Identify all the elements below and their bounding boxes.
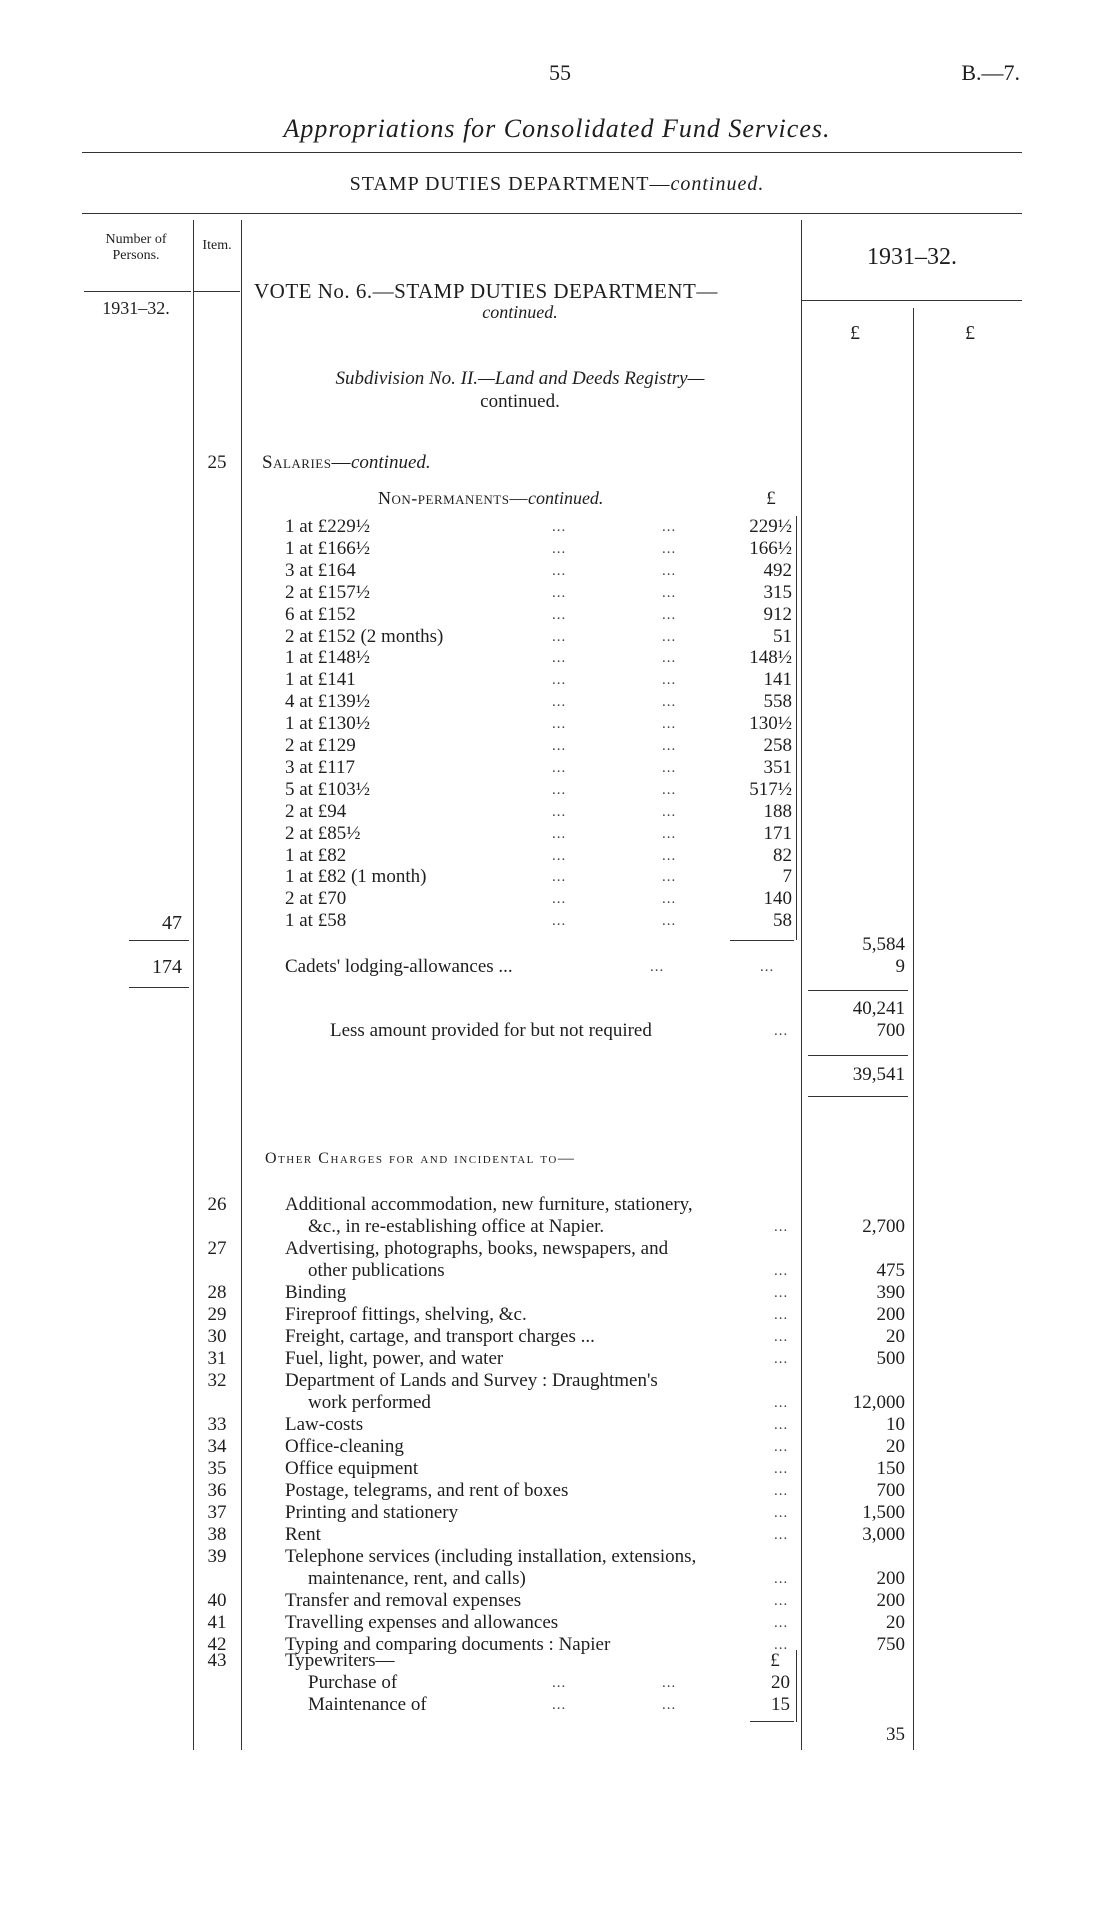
charge-description: Fireproof fittings, shelving, &c. xyxy=(285,1304,527,1325)
charge-description: Office equipment xyxy=(285,1458,419,1479)
charge-amount: 700 xyxy=(876,1480,905,1501)
salary-row-label: 1 at £58 xyxy=(285,910,347,931)
charge-amount: 10 xyxy=(886,1414,905,1435)
charge-item-number: 38 xyxy=(207,1524,227,1545)
salary-row-label: 2 at £157½ xyxy=(285,582,370,603)
charge-description: Department of Lands and Survey : Draughtmen's xyxy=(285,1370,658,1391)
persons-total: 174 xyxy=(152,956,182,978)
maintenance-dots-2: ... xyxy=(662,1697,677,1713)
less-label: Less amount provided for but not required xyxy=(330,1020,652,1041)
salary-row-amount: 148½ xyxy=(749,647,792,668)
pound-col-1: £ xyxy=(850,322,860,344)
leader-dots: ... xyxy=(662,826,677,842)
salary-row-label: 6 at £152 xyxy=(285,604,356,625)
leader-dots: ... xyxy=(552,913,567,929)
leader-dots: ... xyxy=(552,607,567,623)
salary-row-amount: 229½ xyxy=(749,516,792,537)
non-permanents-heading xyxy=(378,488,603,509)
charge-amount: 500 xyxy=(876,1348,905,1369)
leader-dots: ... xyxy=(552,541,567,557)
charge-amount: 20 xyxy=(886,1436,905,1457)
leader-dots: ... xyxy=(774,1505,789,1521)
salary-row-amount: 258 xyxy=(763,735,792,756)
leader-dots: ... xyxy=(662,716,677,732)
pound-col-2: £ xyxy=(965,322,975,344)
leader-dots: ... xyxy=(662,650,677,666)
charge-item-number: 34 xyxy=(207,1436,227,1457)
typewriters-amount: 35 xyxy=(886,1724,905,1745)
charge-amount: 475 xyxy=(876,1260,905,1281)
leader-dots: ... xyxy=(774,1351,789,1367)
header-number-of-persons: Number of Persons. xyxy=(105,232,167,263)
less-dots: ... xyxy=(774,1023,789,1039)
table-top-rule xyxy=(82,213,1022,214)
salary-row-amount: 315 xyxy=(763,582,792,603)
charge-item-number: 35 xyxy=(207,1458,227,1479)
leader-dots: ... xyxy=(552,629,567,645)
charge-amount: 20 xyxy=(886,1612,905,1633)
charge-description: Freight, cartage, and transport charges ... xyxy=(285,1326,595,1347)
typewriters-maintenance: Maintenance of xyxy=(308,1694,427,1715)
charge-description: Rent xyxy=(285,1524,321,1545)
charge-amount: 390 xyxy=(876,1282,905,1303)
charge-item-number: 39 xyxy=(207,1546,227,1567)
leader-dots: ... xyxy=(662,913,677,929)
charge-amount: 200 xyxy=(876,1304,905,1325)
charge-amount: 200 xyxy=(876,1590,905,1611)
charge-amount: 750 xyxy=(876,1634,905,1655)
leader-dots: ... xyxy=(552,694,567,710)
salary-row-label: 5 at £103½ xyxy=(285,779,370,800)
salary-row-amount: 188 xyxy=(763,801,792,822)
subdivision-cont: continued. xyxy=(480,391,560,412)
leader-dots: ... xyxy=(552,563,567,579)
non-permanents-cont: continued. xyxy=(527,488,604,508)
salary-row-label: 1 at £229½ xyxy=(285,516,370,537)
salary-row-amount: 130½ xyxy=(749,713,792,734)
salary-row-amount: 141 xyxy=(763,669,792,690)
leader-dots: ... xyxy=(662,760,677,776)
persons-rule xyxy=(129,940,189,941)
salary-row-label: 2 at £94 xyxy=(285,801,347,822)
leader-dots: ... xyxy=(552,826,567,842)
leader-dots: ... xyxy=(552,760,567,776)
charge-item-number: 31 xyxy=(207,1348,227,1369)
charge-description: Additional accommodation, new furniture, stationery, xyxy=(285,1194,693,1215)
salary-row-amount: 517½ xyxy=(749,779,792,800)
salary-row-amount: 492 xyxy=(763,560,792,581)
charge-description: maintenance, rent, and calls) xyxy=(308,1568,526,1589)
charge-amount: 3,000 xyxy=(862,1524,905,1545)
charge-item-number: 30 xyxy=(207,1326,227,1347)
charge-description: &c., in re-establishing office at Napier. xyxy=(308,1216,605,1237)
year-header-rule xyxy=(802,300,1022,301)
leader-dots: ... xyxy=(552,869,567,885)
cadets-amount: 9 xyxy=(895,956,905,977)
leader-dots: ... xyxy=(774,1615,789,1631)
leader-dots: ... xyxy=(552,519,567,535)
salary-row-label: 2 at £152 (2 months) xyxy=(285,626,444,647)
leader-dots: ... xyxy=(662,848,677,864)
charge-description: Travelling expenses and allowances xyxy=(285,1612,559,1633)
salary-row-amount: 171 xyxy=(763,823,792,844)
gross-total: 40,241 xyxy=(852,998,905,1019)
leader-dots: ... xyxy=(662,541,677,557)
department-heading xyxy=(0,173,1114,196)
leader-dots: ... xyxy=(552,782,567,798)
leader-dots: ... xyxy=(774,1417,789,1433)
salary-row-amount: 351 xyxy=(763,757,792,778)
charge-item-number: 33 xyxy=(207,1414,227,1435)
leader-dots: ... xyxy=(662,672,677,688)
salary-row-label: 2 at £70 xyxy=(285,888,347,909)
typewriters-purchase: Purchase of xyxy=(308,1672,398,1693)
vote-cont: continued. xyxy=(482,302,558,322)
salaries-heading xyxy=(262,452,431,474)
charge-description: Postage, telegrams, and rent of boxes xyxy=(285,1480,569,1501)
header-year-right: 1931–32. xyxy=(867,244,957,270)
persons-total-rule xyxy=(129,987,189,988)
charge-item-number: 26 xyxy=(207,1194,227,1215)
salary-row-label: 1 at £148½ xyxy=(285,647,370,668)
nonperm-pound: £ xyxy=(766,488,776,509)
other-charges-heading: Other Charges for and incidental to— xyxy=(265,1150,576,1167)
charge-item-number: 41 xyxy=(207,1612,227,1633)
col-rule-amount xyxy=(913,308,914,1750)
salary-row-label: 4 at £139½ xyxy=(285,691,370,712)
purchase-dots-2: ... xyxy=(662,1675,677,1691)
leader-dots: ... xyxy=(662,782,677,798)
subdivision-title: Subdivision No. II.—Land and Deeds Registry— xyxy=(335,368,705,389)
charge-description: other publications xyxy=(308,1260,445,1281)
leader-dots: ... xyxy=(774,1571,789,1587)
typewriters-inner-rule xyxy=(796,1650,797,1722)
salary-row-amount: 558 xyxy=(763,691,792,712)
charge-amount: 2,700 xyxy=(862,1216,905,1237)
leader-dots: ... xyxy=(774,1263,789,1279)
charge-description: Binding xyxy=(285,1282,347,1303)
leader-dots: ... xyxy=(552,804,567,820)
charge-description: Advertising, photographs, books, newspapers, and xyxy=(285,1238,669,1259)
salary-row-label: 2 at £129 xyxy=(285,735,356,756)
leader-dots: ... xyxy=(662,519,677,535)
leader-dots: ... xyxy=(662,629,677,645)
charge-description: Fuel, light, power, and water xyxy=(285,1348,504,1369)
leader-dots: ... xyxy=(662,585,677,601)
salary-row-label: 1 at £141 xyxy=(285,669,356,690)
less-amount: 700 xyxy=(876,1020,905,1041)
charge-description: Office-cleaning xyxy=(285,1436,404,1457)
salary-row-label: 3 at £164 xyxy=(285,560,356,581)
document-code: B.—7. xyxy=(961,60,1020,85)
charge-item-number: 36 xyxy=(207,1480,227,1501)
salaries-cont: continued. xyxy=(350,452,431,473)
charge-item-number: 42 xyxy=(207,1634,227,1655)
typewriters-pound: £ xyxy=(770,1650,780,1671)
charge-item-number: 40 xyxy=(207,1590,227,1611)
typewriters-maintenance-amount: 15 xyxy=(771,1694,790,1715)
salary-row-amount: 58 xyxy=(773,910,792,931)
leader-dots: ... xyxy=(774,1593,789,1609)
cadets-dots: ... xyxy=(650,959,665,975)
leader-dots: ... xyxy=(774,1307,789,1323)
leader-dots: ... xyxy=(662,607,677,623)
salary-inner-rule xyxy=(796,516,797,940)
col-rule-desc xyxy=(801,220,802,1750)
leader-dots: ... xyxy=(552,738,567,754)
leader-dots: ... xyxy=(552,585,567,601)
leader-dots: ... xyxy=(552,891,567,907)
charge-description: Typing and comparing documents : Napier xyxy=(285,1634,611,1655)
charge-item-number: 37 xyxy=(207,1502,227,1523)
item-number: 25 xyxy=(207,452,227,473)
leader-dots: ... xyxy=(552,848,567,864)
persons-count: 47 xyxy=(162,912,182,934)
charge-item-number: 28 xyxy=(207,1282,227,1303)
purchase-dots: ... xyxy=(552,1675,567,1691)
net-total: 39,541 xyxy=(852,1064,905,1085)
col-rule-item xyxy=(241,220,242,1750)
salary-row-amount: 140 xyxy=(763,888,792,909)
salary-row-amount: 82 xyxy=(773,845,792,866)
charge-amount: 20 xyxy=(886,1326,905,1347)
charge-item-number: 29 xyxy=(207,1304,227,1325)
charge-description: Telephone services (including installation, extensions, xyxy=(285,1546,697,1567)
salary-row-label: 3 at £117 xyxy=(285,757,356,778)
charge-description: Transfer and removal expenses xyxy=(285,1590,522,1611)
net-bottom-rule xyxy=(808,1096,908,1097)
total-rule xyxy=(808,990,908,991)
leader-dots: ... xyxy=(552,716,567,732)
leader-dots: ... xyxy=(662,563,677,579)
department-cont: continued. xyxy=(670,173,765,195)
salary-row-label: 2 at £85½ xyxy=(285,823,361,844)
charge-amount: 12,000 xyxy=(852,1392,905,1413)
salaries-label: Salaries— xyxy=(262,452,351,473)
leader-dots: ... xyxy=(774,1461,789,1477)
salary-row-amount: 166½ xyxy=(749,538,792,559)
leader-dots: ... xyxy=(774,1329,789,1345)
salary-row-label: 1 at £130½ xyxy=(285,713,370,734)
typewriters-item: 43 xyxy=(207,1650,227,1671)
department-name: STAMP DUTIES DEPARTMENT— xyxy=(349,173,671,195)
leader-dots: ... xyxy=(774,1285,789,1301)
salary-row-amount: 912 xyxy=(763,604,792,625)
charge-description: Law-costs xyxy=(285,1414,364,1435)
charge-item-number: 32 xyxy=(207,1370,227,1391)
leader-dots: ... xyxy=(552,650,567,666)
page-number: 55 xyxy=(549,60,571,85)
leader-dots: ... xyxy=(552,672,567,688)
cadets-label: Cadets' lodging-allowances ... xyxy=(285,956,513,977)
leader-dots: ... xyxy=(774,1527,789,1543)
salary-row-label: 1 at £82 xyxy=(285,845,347,866)
cadets-dots-2: ... xyxy=(760,959,775,975)
vote-title: VOTE No. 6.—STAMP DUTIES DEPARTMENT— xyxy=(254,279,718,303)
charge-item-number: 27 xyxy=(207,1238,227,1259)
leader-dots: ... xyxy=(662,804,677,820)
salary-row-amount: 7 xyxy=(782,866,792,887)
leader-dots: ... xyxy=(662,694,677,710)
salary-subtotal: 5,584 xyxy=(862,934,905,955)
leader-dots: ... xyxy=(774,1395,789,1411)
charge-description: work performed xyxy=(308,1392,431,1413)
salary-row-label: 1 at £82 (1 month) xyxy=(285,866,427,887)
maintenance-dots: ... xyxy=(552,1697,567,1713)
leader-dots: ... xyxy=(662,869,677,885)
charge-description: Printing and stationery xyxy=(285,1502,459,1523)
salary-row-label: 1 at £166½ xyxy=(285,538,370,559)
leader-dots: ... xyxy=(774,1439,789,1455)
leader-dots: ... xyxy=(774,1483,789,1499)
persons-header-rule xyxy=(84,291,191,292)
charge-amount: 150 xyxy=(876,1458,905,1479)
item-header-rule xyxy=(194,291,240,292)
salary-row-amount: 51 xyxy=(773,626,792,647)
salary-sum-rule xyxy=(730,940,794,941)
leader-dots: ... xyxy=(774,1637,789,1653)
typewriters-sum-rule xyxy=(750,1721,794,1722)
typewriters-purchase-amount: 20 xyxy=(771,1672,790,1693)
charge-amount: 1,500 xyxy=(862,1502,905,1523)
leader-dots: ... xyxy=(774,1219,789,1235)
header-item: Item. xyxy=(202,238,232,253)
title-rule xyxy=(82,152,1022,153)
charge-amount: 200 xyxy=(876,1568,905,1589)
leader-dots: ... xyxy=(662,891,677,907)
non-permanents-label: Non-permanents— xyxy=(378,488,528,508)
net-rule xyxy=(808,1055,908,1056)
page-title: Appropriations for Consolidated Fund Services. xyxy=(283,114,831,143)
typewriters-label: Typewriters— xyxy=(285,1650,395,1671)
leader-dots: ... xyxy=(662,738,677,754)
year-left: 1931–32. xyxy=(102,298,170,318)
